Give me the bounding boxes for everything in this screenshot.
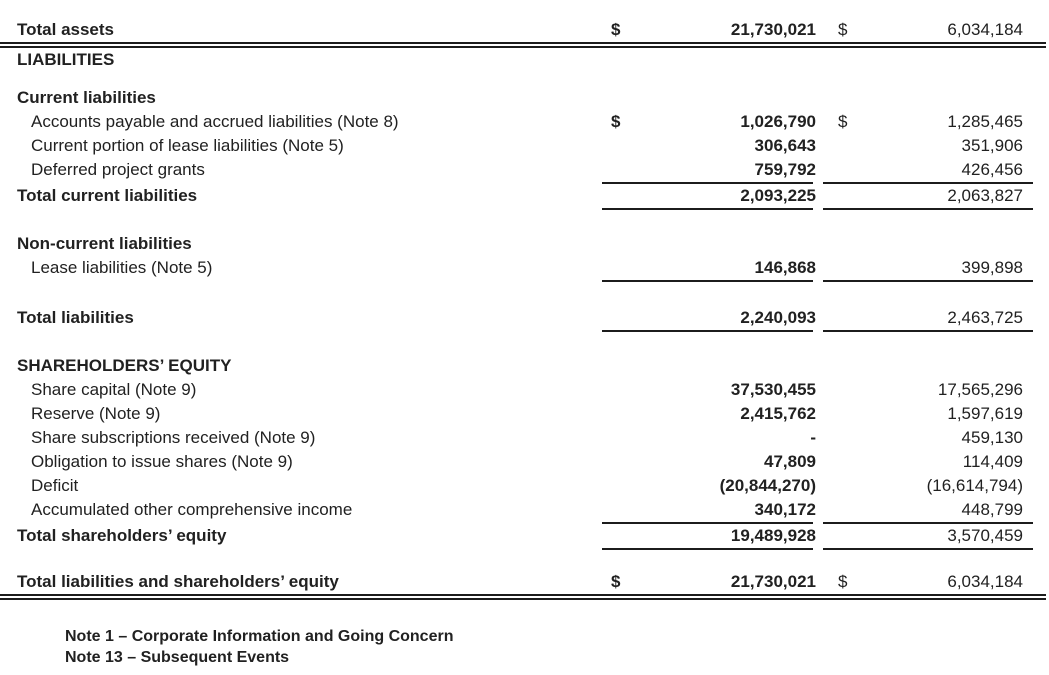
- row-accounts-payable: [0, 110, 1049, 134]
- section-header-liabilities: [0, 48, 1049, 72]
- section-header-shareholders-equity: [0, 354, 1049, 378]
- row-total-assets: [0, 18, 1049, 42]
- value-current: 2,093,225: [740, 186, 816, 205]
- row-label: Total assets: [17, 20, 115, 39]
- row-label: Share subscriptions received (Note 9): [31, 428, 316, 447]
- value-prior: 17,565,296: [937, 380, 1023, 399]
- value-current: 2,415,762: [740, 404, 816, 423]
- value-current: 37,530,455: [730, 380, 816, 399]
- dollar-sign-prior: $: [838, 112, 848, 131]
- section-title: SHAREHOLDERS’ EQUITY: [17, 356, 232, 375]
- row-deferred-project-grants: [0, 158, 1049, 182]
- spacer: [0, 332, 1049, 354]
- value-prior: 2,063,827: [947, 186, 1023, 205]
- dollar-sign-current: $: [611, 572, 621, 591]
- subsection-title: Non-current liabilities: [17, 234, 192, 253]
- row-label: Lease liabilities (Note 5): [31, 258, 213, 277]
- row-total-liabilities-and-equity: [0, 570, 1049, 594]
- value-prior: 426,456: [961, 160, 1023, 179]
- value-prior: 114,409: [962, 452, 1023, 471]
- value-prior: 6,034,184: [947, 572, 1023, 591]
- value-current: -: [810, 428, 816, 447]
- column-rule: [0, 182, 1049, 184]
- value-prior: 1,285,465: [947, 112, 1023, 131]
- row-label: Total current liabilities: [17, 186, 198, 205]
- dollar-sign-prior: $: [838, 20, 848, 39]
- value-prior: 459,130: [961, 428, 1023, 447]
- value-current: 340,172: [754, 500, 816, 519]
- value-current: 759,792: [754, 160, 816, 179]
- subsection-title: Current liabilities: [17, 88, 156, 107]
- value-current: 19,489,928: [730, 526, 816, 545]
- row-total-shareholders-equity: [0, 524, 1049, 548]
- row-label: Obligation to issue shares (Note 9): [31, 452, 293, 471]
- row-label: Accumulated other comprehensive income: [31, 500, 353, 519]
- row-total-current-liabilities: [0, 184, 1049, 208]
- row-share-subscriptions: [0, 426, 1049, 450]
- value-current: 1,026,790: [740, 112, 816, 131]
- note-reference: Note 13 – Subsequent Events: [65, 649, 290, 666]
- value-current: 146,868: [754, 258, 816, 277]
- column-rule: [0, 330, 1049, 332]
- subheader-current-liabilities: [0, 86, 1049, 110]
- spacer: [0, 282, 1049, 306]
- column-rule: [0, 208, 1049, 210]
- spacer: [0, 550, 1049, 570]
- row-label: Total shareholders’ equity: [17, 526, 227, 545]
- row-label: Total liabilities: [17, 308, 134, 327]
- section-title: LIABILITIES: [17, 50, 115, 69]
- value-current: (20,844,270): [719, 476, 816, 495]
- subheader-non-current-liabilities: [0, 232, 1049, 256]
- value-prior: (16,614,794): [926, 476, 1023, 495]
- value-current: 21,730,021: [730, 20, 816, 39]
- column-rule: [0, 280, 1049, 282]
- row-label: Current portion of lease liabilities (Note 5): [31, 136, 344, 155]
- row-label: Reserve (Note 9): [31, 404, 161, 423]
- row-total-liabilities: [0, 306, 1049, 330]
- value-current: 2,240,093: [740, 308, 816, 327]
- row-deficit: [0, 474, 1049, 498]
- row-reserve: [0, 402, 1049, 426]
- value-prior: 399,898: [961, 258, 1023, 277]
- row-label: Deficit: [31, 476, 79, 495]
- row-accumulated-oci: [0, 498, 1049, 522]
- dollar-sign-current: $: [611, 20, 621, 39]
- spacer: [0, 72, 1049, 86]
- note-reference: Note 1 – Corporate Information and Going Concern: [65, 628, 454, 645]
- dollar-sign-current: $: [611, 112, 621, 131]
- value-prior: 448,799: [961, 500, 1023, 519]
- row-label: Accounts payable and accrued liabilities (Note 8): [31, 112, 399, 131]
- value-current: 306,643: [754, 136, 816, 155]
- row-label: Share capital (Note 9): [31, 380, 197, 399]
- column-rule: [0, 548, 1049, 550]
- spacer: [0, 210, 1049, 232]
- row-obligation-to-issue-shares: [0, 450, 1049, 474]
- row-label: Deferred project grants: [31, 160, 205, 179]
- value-prior: 3,570,459: [947, 526, 1023, 545]
- column-rule: [0, 522, 1049, 524]
- row-label: Total liabilities and shareholders’ equity: [17, 572, 339, 591]
- row-share-capital: [0, 378, 1049, 402]
- value-prior: 351,906: [961, 136, 1023, 155]
- value-current: 47,809: [764, 452, 816, 471]
- value-current: 21,730,021: [730, 572, 816, 591]
- notes-block: [65, 626, 1049, 668]
- row-current-lease-liabilities: [0, 134, 1049, 158]
- row-lease-liabilities: [0, 256, 1049, 280]
- value-prior: 6,034,184: [947, 20, 1023, 39]
- dollar-sign-prior: $: [838, 572, 848, 591]
- spacer: [0, 600, 1049, 626]
- value-prior: 2,463,725: [947, 308, 1023, 327]
- value-prior: 1,597,619: [947, 404, 1023, 423]
